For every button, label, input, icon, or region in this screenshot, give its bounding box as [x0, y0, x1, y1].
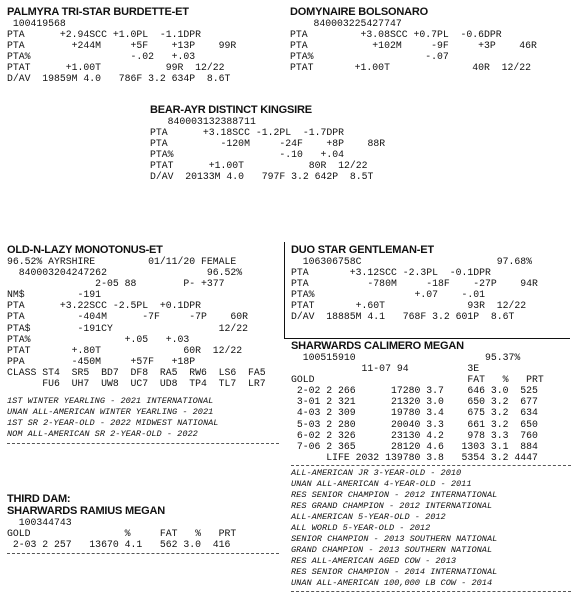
data-line: PTA +3.12SCC -2.3PL -0.1DPR — [291, 267, 491, 279]
animal-name: DUO STAR GENTLEMAN-ET — [291, 244, 434, 256]
data-line: NM$ -191 — [7, 289, 102, 301]
data-line: 7-06 2 365 28120 4.6 1303 3.1 884 — [291, 440, 538, 452]
data-line: FU6 UH7 UW8 UC7 UD8 TP4 TL7 LR7 — [7, 378, 266, 390]
data-line: 840003132388711 — [150, 116, 256, 127]
data-line: 840003204247262 96.52% — [7, 267, 243, 279]
honor-line: GRAND CHAMPION - 2013 SOUTHERN NATIONAL — [291, 544, 493, 555]
column-divider — [284, 242, 285, 338]
data-line: D/AV 18885M 4.1 768F 3.2 601P 8.6T — [291, 311, 515, 323]
honor-line: RES GRAND CHAMPION - 2012 INTERNATIONAL — [291, 500, 493, 511]
data-line: PTA -120M -24F +8P 88R — [150, 138, 386, 150]
section-divider — [284, 338, 570, 339]
data-line: CLASS ST4 SR5 BD7 DF8 RA5 RW6 LS6 FA5 — [7, 366, 266, 378]
data-line: PPA -450M +57F +18P — [7, 355, 196, 367]
animal-name: SHARWARDS RAMIUS MEGAN — [7, 505, 165, 517]
dam-sire-block — [290, 6, 537, 73]
honor-line: SENIOR CHAMPION - 2013 SOUTHERN NATIONAL — [291, 533, 498, 544]
data-line: 2-05 88 P- +377 — [7, 278, 225, 290]
data-line: 2-03 2 257 13670 4.1 562 3.0 416 — [7, 539, 231, 551]
divider — [291, 465, 571, 466]
data-line: PTA +3.08SCC +0.7PL -0.6DPR — [290, 29, 502, 41]
honor-line: RES SENIOR CHAMPION - 2014 INTERNATIONAL — [291, 566, 498, 577]
honor-line: ALL WORLD 5-YEAR-OLD - 2012 — [291, 522, 431, 533]
data-line: PTA% -.10 +.04 — [150, 149, 345, 161]
divider — [7, 553, 279, 554]
honor-line: ALL-AMERICAN 5-YEAR-OLD - 2012 — [291, 511, 446, 522]
data-line: PTA$ -191CY 12/22 — [7, 322, 249, 334]
data-line: 6-02 2 326 23130 4.2 978 3.3 760 — [291, 429, 538, 441]
data-line: 5-03 2 280 20040 3.3 661 3.2 650 — [291, 418, 538, 430]
data-line: 4-03 2 309 19780 3.4 675 3.2 634 — [291, 407, 538, 419]
data-line: LIFE 2032 139780 3.8 5354 3.2 4447 — [291, 451, 538, 463]
animal-name: DOMYNAIRE BOLSONARO — [290, 6, 428, 18]
data-line: PTA +102M -9F +3P 46R — [290, 40, 537, 52]
animal-name: BEAR-AYR DISTINCT KINGSIRE — [150, 104, 312, 116]
dam-block — [291, 340, 571, 592]
honor-line: RES ALL-AMERICAN AGED COW - 2013 — [291, 555, 457, 566]
honor-line: UNAN ALL-AMERICAN WINTER YEARLING - 2021 — [7, 407, 214, 418]
data-line: 100515910 95.37% — [291, 352, 521, 363]
main-animal-block — [7, 244, 279, 444]
data-line: PTAT +.80T 60R 12/22 — [7, 344, 243, 356]
data-line: 96.52% AYRSHIRE 01/11/20 FEMALE — [7, 256, 237, 267]
animal-name: SHARWARDS CALIMERO MEGAN — [291, 340, 464, 352]
section-label: THIRD DAM: — [7, 493, 71, 505]
data-line: PTAT +1.00T 99R 12/22 — [7, 62, 225, 74]
divider — [291, 591, 571, 592]
data-line: PTA +3.22SCC -2.5PL +0.1DPR — [7, 300, 202, 312]
data-line: PTA -780M -18F -27P 94R — [291, 278, 538, 290]
data-line: PTA% +.07 -.01 — [291, 289, 486, 301]
data-line: 3-01 2 321 21320 3.0 650 3.2 677 — [291, 396, 538, 408]
data-line: PTA +3.18SCC -1.2PL -1.7DPR — [150, 127, 345, 139]
animal-name: OLD-N-LAZY MONOTONUS-ET — [7, 244, 163, 256]
data-line: PTA% -.07 — [290, 51, 449, 63]
data-line: 840003225427747 — [290, 18, 402, 29]
honor-line: UNAN ALL-AMERICAN 4-YEAR-OLD - 2011 — [291, 478, 472, 489]
honor-line: ALL-AMERICAN JR 3-YEAR-OLD - 2010 — [291, 467, 462, 478]
data-line: GOLD FAT % PRT — [291, 374, 544, 386]
sire-sire-block — [7, 6, 236, 85]
honor-line: 1ST SR 2-YEAR-OLD - 2022 MIDWEST NATIONAL — [7, 418, 219, 429]
divider — [7, 443, 279, 444]
data-line: 100419568 — [7, 18, 66, 29]
sire-block — [291, 244, 538, 323]
data-line: 2-02 2 266 17280 3.7 646 3.0 525 — [291, 385, 538, 397]
honor-line: RES SENIOR CHAMPION - 2012 INTERNATIONAL — [291, 489, 498, 500]
honor-line: 1ST WINTER YEARLING - 2021 INTERNATIONAL — [7, 396, 214, 407]
data-line: D/AV 20133M 4.0 797F 3.2 642P 8.5T — [150, 171, 374, 183]
data-line: 11-07 94 3E — [291, 363, 480, 375]
data-line: PTA +2.94SCC +1.0PL -1.1DPR — [7, 29, 202, 41]
data-line: D/AV 19859M 4.0 786F 3.2 634P 8.6T — [7, 73, 231, 85]
data-line: PTAT +.60T 93R 12/22 — [291, 300, 527, 312]
data-line: 106306758C 97.68% — [291, 256, 533, 267]
third-dam-block — [7, 493, 279, 554]
data-line: PTA% -.02 +.03 — [7, 51, 196, 63]
data-line: PTAT +1.00T 40R 12/22 — [290, 62, 532, 74]
data-line: PTA +244M +5F +13P 99R — [7, 40, 237, 52]
data-line: PTAT +1.00T 80R 12/22 — [150, 160, 368, 172]
animal-name: PALMYRA TRI-STAR BURDETTE-ET — [7, 6, 189, 18]
data-line: 100344743 — [7, 517, 72, 528]
honor-line: UNAN ALL-AMERICAN 100,000 LB COW - 2014 — [291, 577, 493, 588]
honor-line: NOM ALL-AMERICAN SR 2-YEAR-OLD - 2022 — [7, 429, 198, 440]
data-line: GOLD % FAT % PRT — [7, 528, 237, 540]
grand-sire-block — [150, 104, 385, 183]
data-line: PTA% +.05 +.03 — [7, 333, 190, 345]
data-line: PTA -404M -7F -7P 60R — [7, 311, 249, 323]
